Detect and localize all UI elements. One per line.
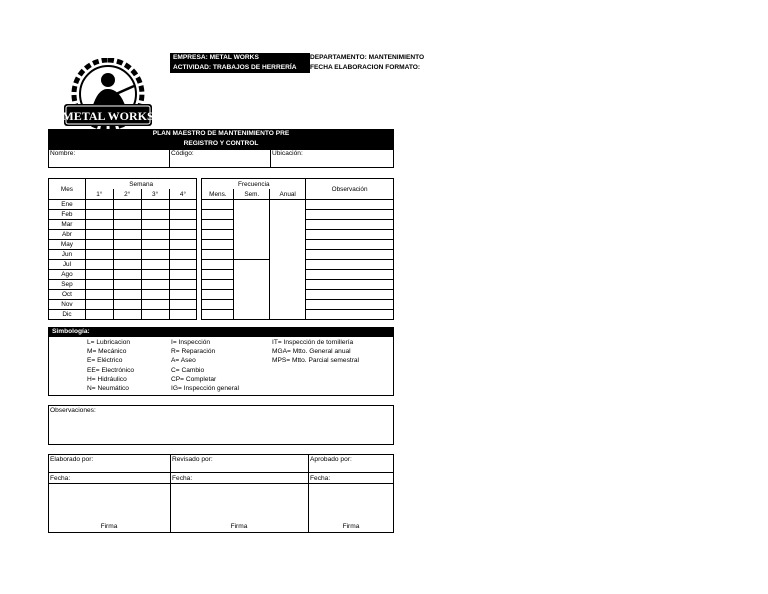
sig-divider xyxy=(308,454,309,533)
cell[interactable] xyxy=(306,260,394,270)
cell[interactable] xyxy=(141,240,169,250)
company-name: EMPRESA: METAL WORKS xyxy=(173,54,259,61)
cell[interactable] xyxy=(113,240,141,250)
anual-block[interactable] xyxy=(270,200,306,320)
cell[interactable] xyxy=(85,250,113,260)
freq-mens: Mens. xyxy=(202,189,234,200)
maintenance-table xyxy=(48,178,394,320)
fecha-label: Fecha: xyxy=(310,475,331,482)
cell[interactable] xyxy=(85,200,113,210)
observacion-header: Observación xyxy=(306,179,394,200)
plan-title-line2: REGISTRO Y CONTROL xyxy=(183,139,259,147)
fecha-label: Fecha: xyxy=(50,475,71,482)
cell[interactable] xyxy=(202,290,234,300)
month-label: May xyxy=(49,240,86,250)
cell[interactable] xyxy=(202,280,234,290)
cell[interactable] xyxy=(141,230,169,240)
symbol-item: L= Lubricacion xyxy=(87,339,131,346)
cell[interactable] xyxy=(202,310,234,320)
metal-works-logo xyxy=(58,58,158,132)
cell[interactable] xyxy=(169,250,197,260)
symbol-item: IT= Inspección de tornillería xyxy=(272,339,354,346)
cell[interactable] xyxy=(141,300,169,310)
elaborado-label: Elaborado por: xyxy=(50,456,94,463)
department-name: DEPARTAMENTO: MANTENIMIENTO xyxy=(310,54,425,61)
month-label: Ago xyxy=(49,270,86,280)
cell[interactable] xyxy=(169,310,197,320)
month-label: Feb xyxy=(49,210,86,220)
symbol-item: MPS= Mtto. Parcial semestral xyxy=(272,357,360,365)
mes-header: Mes xyxy=(49,179,86,200)
sig-divider xyxy=(170,454,171,533)
week-3: 3° xyxy=(141,189,169,200)
symbol-item: E= Eléctrico xyxy=(87,357,123,365)
cell[interactable] xyxy=(113,220,141,230)
simbologia-col1 xyxy=(87,338,134,393)
week-1: 1° xyxy=(85,189,113,200)
cell[interactable] xyxy=(113,290,141,300)
cell[interactable] xyxy=(113,300,141,310)
cell[interactable] xyxy=(202,210,234,220)
symbol-item: CP= Completar xyxy=(171,375,217,383)
cell[interactable] xyxy=(85,300,113,310)
cell[interactable] xyxy=(306,300,394,310)
cell[interactable] xyxy=(169,220,197,230)
cell[interactable] xyxy=(202,260,234,270)
cell[interactable] xyxy=(85,210,113,220)
observaciones-label: Observaciones: xyxy=(50,407,96,414)
symbol-item: H= Hidráulico xyxy=(87,375,127,383)
cell[interactable] xyxy=(169,200,197,210)
symbol-item: M= Mecánico xyxy=(87,348,127,356)
cell[interactable] xyxy=(141,290,169,300)
info-row xyxy=(48,149,394,168)
cell[interactable] xyxy=(85,260,113,270)
month-label: Ene xyxy=(49,200,86,210)
cell[interactable] xyxy=(169,260,197,270)
month-label: Nov xyxy=(49,300,86,310)
codigo-label: Código: xyxy=(171,150,194,157)
cell[interactable] xyxy=(202,220,234,230)
cell[interactable] xyxy=(202,300,234,310)
cell[interactable] xyxy=(202,200,234,210)
firma-label: Firma xyxy=(230,523,248,530)
cell[interactable] xyxy=(113,310,141,320)
month-label: Jul xyxy=(49,260,86,270)
symbol-item: C= Cambio xyxy=(171,366,205,374)
logo-text: METAL WORKS xyxy=(62,109,154,123)
cell[interactable] xyxy=(141,270,169,280)
cell[interactable] xyxy=(306,250,394,260)
aprobado-label: Aprobado por: xyxy=(310,456,352,463)
plan-title-line1: PLAN MAESTRO DE MANTENIMIENTO PRE xyxy=(152,130,290,137)
cell[interactable] xyxy=(202,270,234,280)
week-2: 2° xyxy=(113,189,141,200)
symbol-item: A= Aseo xyxy=(171,357,196,365)
cell[interactable] xyxy=(113,260,141,270)
week-4: 4° xyxy=(169,189,197,200)
cell[interactable] xyxy=(141,260,169,270)
cell[interactable] xyxy=(113,200,141,210)
cell[interactable] xyxy=(306,210,394,220)
cell[interactable] xyxy=(113,270,141,280)
cell[interactable] xyxy=(113,250,141,260)
symbol-item: N= Neumático xyxy=(87,385,129,393)
cell[interactable] xyxy=(85,290,113,300)
cell[interactable] xyxy=(169,240,197,250)
cell[interactable] xyxy=(306,240,394,250)
cell[interactable] xyxy=(85,220,113,230)
cell[interactable] xyxy=(202,240,234,250)
codigo-divider xyxy=(169,149,170,168)
cell[interactable] xyxy=(306,310,394,320)
cell[interactable] xyxy=(113,210,141,220)
ubicacion-label: Ubicación: xyxy=(272,150,303,157)
frecuencia-header: Frecuencia xyxy=(202,179,306,190)
simbologia-title: Simbología: xyxy=(48,327,394,337)
cell[interactable] xyxy=(141,210,169,220)
revisado-label: Revisado por: xyxy=(172,456,213,463)
month-label: Dic xyxy=(49,310,86,320)
format-date: FECHA ELABORACION FORMATO: xyxy=(310,64,421,71)
plan-title xyxy=(48,129,394,149)
simbologia-col2 xyxy=(171,338,239,393)
cell[interactable] xyxy=(306,230,394,240)
observaciones-box[interactable] xyxy=(48,405,394,445)
simbologia-col3 xyxy=(272,338,359,366)
cell[interactable] xyxy=(169,300,197,310)
month-label: Oct xyxy=(49,290,86,300)
cell[interactable] xyxy=(202,230,234,240)
sem-block-1[interactable] xyxy=(234,200,270,260)
nombre-label: Nombre: xyxy=(50,150,76,157)
cell[interactable] xyxy=(306,290,394,300)
cell[interactable] xyxy=(85,270,113,280)
cell[interactable] xyxy=(85,310,113,320)
symbol-item: R= Reparación xyxy=(171,348,216,356)
signature-area xyxy=(48,454,394,533)
month-label: Abr xyxy=(49,230,86,240)
cell[interactable] xyxy=(306,280,394,290)
cell[interactable] xyxy=(169,270,197,280)
sem-block-2[interactable] xyxy=(234,260,270,320)
company-header xyxy=(170,53,310,73)
freq-sem: Sem. xyxy=(234,189,270,200)
cell[interactable] xyxy=(306,220,394,230)
month-label: Mar xyxy=(49,220,86,230)
month-label: Jun xyxy=(49,250,86,260)
cell[interactable] xyxy=(113,230,141,240)
department-header xyxy=(308,53,440,73)
cell[interactable] xyxy=(169,280,197,290)
cell[interactable] xyxy=(85,240,113,250)
symbol-item: IG= Inspección general xyxy=(171,385,239,393)
cell[interactable] xyxy=(141,250,169,260)
cell[interactable] xyxy=(306,270,394,280)
sig-row-line xyxy=(48,472,394,473)
cell[interactable] xyxy=(141,200,169,210)
symbol-item: MGA= Mtto. General anual xyxy=(272,348,351,356)
activity-name: ACTIVIDAD: TRABAJOS DE HERRERÍA xyxy=(173,64,297,71)
cell[interactable] xyxy=(169,290,197,300)
cell[interactable] xyxy=(141,280,169,290)
freq-anual: Anual xyxy=(270,189,306,200)
cell[interactable] xyxy=(113,280,141,290)
firma-label: Firma xyxy=(342,523,360,530)
semana-header: Semana xyxy=(85,179,197,190)
fecha-label: Fecha: xyxy=(172,475,193,482)
cell[interactable] xyxy=(141,310,169,320)
month-label: Sep xyxy=(49,280,86,290)
cell[interactable] xyxy=(85,280,113,290)
ubicacion-divider xyxy=(270,149,271,168)
symbol-item: I= Inspección xyxy=(171,339,211,346)
sig-row-line xyxy=(48,483,394,484)
cell[interactable] xyxy=(202,250,234,260)
firma-label: Firma xyxy=(100,523,118,530)
cell[interactable] xyxy=(169,230,197,240)
symbol-item: EE= Electrónico xyxy=(87,366,135,374)
cell[interactable] xyxy=(85,230,113,240)
cell[interactable] xyxy=(306,200,394,210)
cell[interactable] xyxy=(169,210,197,220)
cell[interactable] xyxy=(141,220,169,230)
